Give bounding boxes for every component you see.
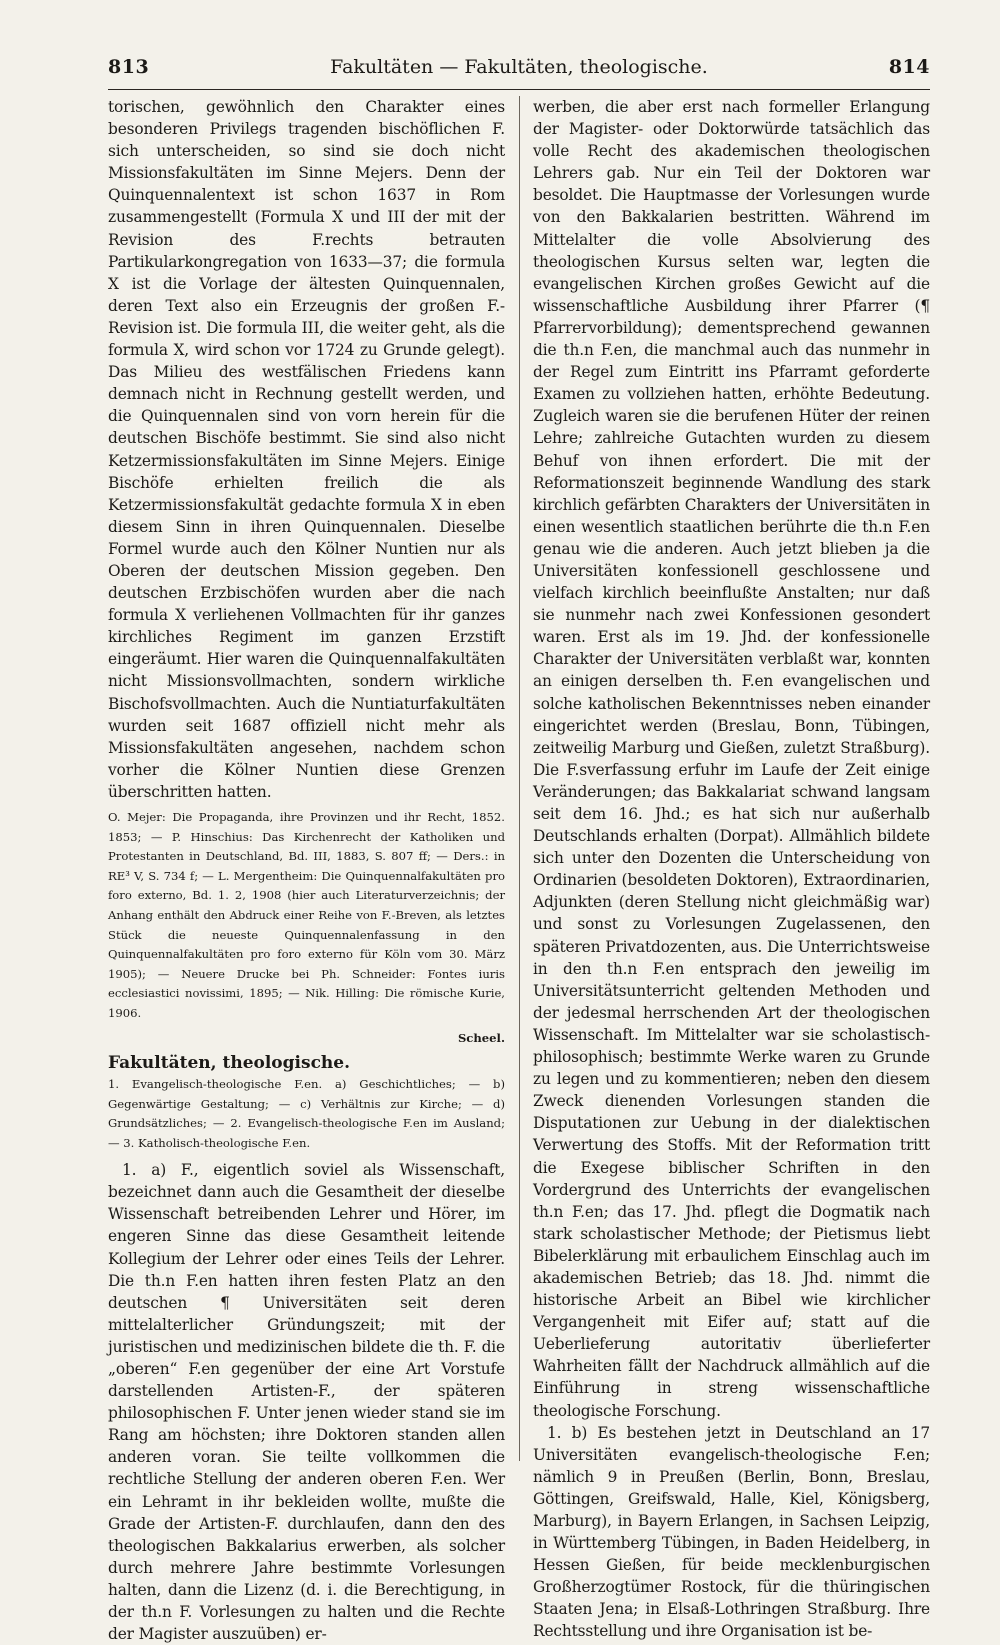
running-title: Fakultäten — Fakultäten, theologische. — [330, 56, 708, 78]
page-number-right: 814 — [888, 56, 930, 78]
article-heading: Fakultäten, theologische. — [108, 1053, 351, 1074]
column-divider — [519, 96, 520, 1461]
body-paragraph: torischen, gewöhnlich den Charakter eines besonderen Privilegs tragenden bischöflichen F. sich unterscheiden, so sind sie doch nicht Missionsfakultäten im Sinne Mejers. Denn der Quinquennalentext ist schon 1637 in Rom zusammengestellt (Formula X und III der mit der Revision des F.rechts betrauten Partikularkongregation von 1633—37; die formula X ist die Vorlage der ältesten Quinquennalen, deren Text also ein Erzeugnis der großen F.-Revision ist. Die formula III, die weiter geht, als die formula X, wird schon vor 1724 zu Grunde gelegt). Das Milieu des westfälischen Friedens kann demnach nicht in Rechnung gestellt werden, und die Quinquennalen sind von vorn herein für die deutschen Bischöfe bestimmt. Sie sind also nicht Ketzermissionsfakultäten im Sinne Mejers. Einige Bischöfe erhielten freilich die als Ketzermissionsfakultät gedachte formula X in eben diesem Sinn in ihren Quinquennalen. Dieselbe Formel wurde auch den Kölner Nuntien nur als Oberen der deutschen Mission gegeben. Den deutschen Erzbischöfen wurden aber die nach formula X verliehenen Vollmachten für ihr ganzes kirchliches Regiment im ganzen Erzstift eingeräumt. Hier waren die Quinquennalfakultäten nicht Missionsvollmachten, sondern wirkliche Bischofsvollmachten. Auch die Nuntiaturfakultäten wurden seit 1687 offiziell nicht mehr als Missionsfakultäten angesehen, nachdem schon vorher die Kölner Nuntien diese Grenzen überschritten hatten. — [108, 98, 505, 801]
body-paragraph: 1. a) F., eigentlich soviel als Wissenschaft, bezeichnet dann auch die Gesamtheit der dieselbe Wissenschaft betreibenden Lehrer und Hörer, im engeren Sinne das diese Gesamtheit leitende Kollegium der Lehrer oder eines Teils der Lehrer. Die th.n F.en hatten ihren festen Platz an den deutschen ¶ Universitäten seit deren mittelalterlicher Gründungszeit; mit der juristischen und medizinischen bildete die th. F. die „oberen“ F.en gegenüber der eine Art Vorstufe darstellenden Artisten-F., der späteren philosophischen F. Unter jenen wieder stand sie im Rang am höchsten; ihre Doktoren standen allen anderen voran. Sie teilte vollkommen die rechtliche Stellung der anderen oberen F.en. Wer ein Lehramt in ihr bekleiden wollte, mußte die Grade der Artisten-F. durchlaufen, dann den des theologischen Bakkalarius erwerben, als solcher durch mehrere Jahre bestimmte Vorlesungen halten, dann die Lizenz (d. i. die Berechtigung, in der th.n F. Vorlesungen zu halten und die Rechte der Magister auszuüben) er- — [108, 1161, 505, 1644]
running-header — [108, 56, 930, 86]
author-signature: Scheel. — [457, 1030, 505, 1045]
header-rule — [108, 89, 930, 90]
body-paragraph: 1. b) Es bestehen jetzt in Deutschland an 17 Universitäten evangelisch-theologische F.en; nämlich 9 in Preußen (Berlin, Bonn, Breslau, Göttingen, Greifswald, Halle, Kiel, Königsberg, Marburg), in Bayern Erlangen, in Sachsen Leipzig, in Württemberg Tübingen, in Baden Heidelberg, in Hessen Gießen, für beide mecklenburgischen Großherzogtümer Rostock, für die thüringischen Staaten Jena; in Elsaß-Lothringen Straßburg. Ihre Rechtsstellung und ihre Organisation ist be- — [533, 1423, 930, 1641]
left-column — [108, 96, 505, 1645]
right-column — [533, 96, 930, 1643]
body-paragraph: werben, die aber erst nach formeller Erlangung der Magister- oder Doktorwürde tatsächlich das volle Recht des akademischen theologischen Lehrers gab. Nur ein Teil der Doktoren war besoldet. Die Hauptmasse der Vorlesungen wurde von den Bakkalarien bestritten. Während im Mittelalter die volle Absolvierung des theologischen Kursus selten war, legten die evangelischen Kirchen großes Gewicht auf die wissenschaftliche Ausbildung ihrer Pfarrer (¶ Pfarrervorbildung); dementsprechend gewannen die th.n F.en, die manchmal auch das nunmehr in der Regel zum Eintritt ins Pfarramt geforderte Examen zu vollziehen hatten, erhöhte Bedeutung. Zugleich waren sie die berufenen Hüter der reinen Lehre; zahlreiche Gutachten wurden zu diesem Behuf von ihnen erfordert. Die mit der Reformationszeit beginnende Wandlung des stark kirchlich gefärbten Charakters der Universitäten in einen wesentlich staatlichen berührte die th.n F.en genau wie die anderen. Auch jetzt blieben ja die Universitäten konfessionell geschlossene und vielfach kirchlich beeinflußte Anstalten; nur daß sie nunmehr nach zwei Konfessionen gesondert waren. Erst als im 19. Jhd. der konfessionelle Charakter der Universitäten verblaßt war, konnten an einigen derselben th. F.en evangelischen und solche katholischen Bekenntnisses neben einander eingerichtet werden (Breslau, Bonn, Tübingen, zeitweilig Marburg und Gießen, zuletzt Straßburg). Die F.sverfassung erfuhr im Laufe der Zeit einige Veränderungen; das Bakkalariat schwand langsam seit dem 16. Jhd.; es hat sich nur außerhalb Deutschlands erhalten (Dorpat). Allmählich bildete sich unter den Dozenten die Unterscheidung von Ordinarien (besoldeten Doktoren), Extraordinarien, Adjunkten (deren Stellung nicht gleichmäßig war) und sonst zu Vorlesungen Zugelassenen, den späteren Privatdozenten, aus. Die Unterrichtsweise in den th.n F.en entsprach den jeweilig im Universitätsunterricht geltenden Methoden und der jedesmal herrschenden Art der theologischen Wissenschaft. Im Mittelalter war sie scholastisch-philosophisch; bestimmte Werke waren zu Grunde zu legen und zu kommentieren; neben den diesem Zweck dienenden Vorlesungen standen die Disputationen zur Uebung in der dialektischen Verwertung des Stoffs. Mit der Reformation tritt die Exegese biblischer Schriften in den Vordergrund des Unterrichts der evangelischen th.n F.en; das 17. Jhd. pflegt die Dogmatik nach stark scholastischer Methode; der Pietismus liebt Bibelerklärung mit erbaulichem Einschlag auch im akademischen Betrieb; das 18. Jhd. nimmt die historische Arbeit an Bibel wie kirchlicher Vergangenheit mit Eifer auf; statt auf die Ueberlieferung autoritativ überlieferter Wahrheiten fällt der Nachdruck allmählich auf die Einführung in streng wissenschaftliche theologische Forschung. — [533, 98, 930, 1420]
article-contents: 1. Evangelisch-theologische F.en. a) Geschichtliches; — b) Gegenwärtige Gestaltung; — c) Verhältnis zur Kirche; — d) Grundsätzliches; — 2. Evangelisch-theologische F.en im Ausland; — 3. Katholisch-theologische F.en. — [108, 1077, 505, 1150]
literature-references: O. Mejer: Die Propaganda, ihre Provinzen und ihr Recht, 1852. 1853; — P. Hinschius: Das Kirchenrecht der Katholiken und Protestanten in Deutschland, Bd. III, 1883, S. 807 ff; — Ders.: in RE³ V, S. 734 f; — L. Mergentheim: Die Quinquennalfakultäten pro foro externo, Bd. 1. 2, 1908 (hier auch Literaturverzeichnis; der Anhang enthält den Abdruck einer Reihe von F.-Breven, als letztes Stück die neueste Quinquennalenfassung in den Quinquennalfakultäten pro foro externo für Köln vom 30. März 1905); — Neuere Drucke bei Ph. Schneider: Fontes iuris ecclesiastici novissimi, 1895; — Nik. Hilling: Die römische Kurie, 1906. — [108, 810, 505, 1020]
page-number-left: 813 — [108, 56, 150, 78]
